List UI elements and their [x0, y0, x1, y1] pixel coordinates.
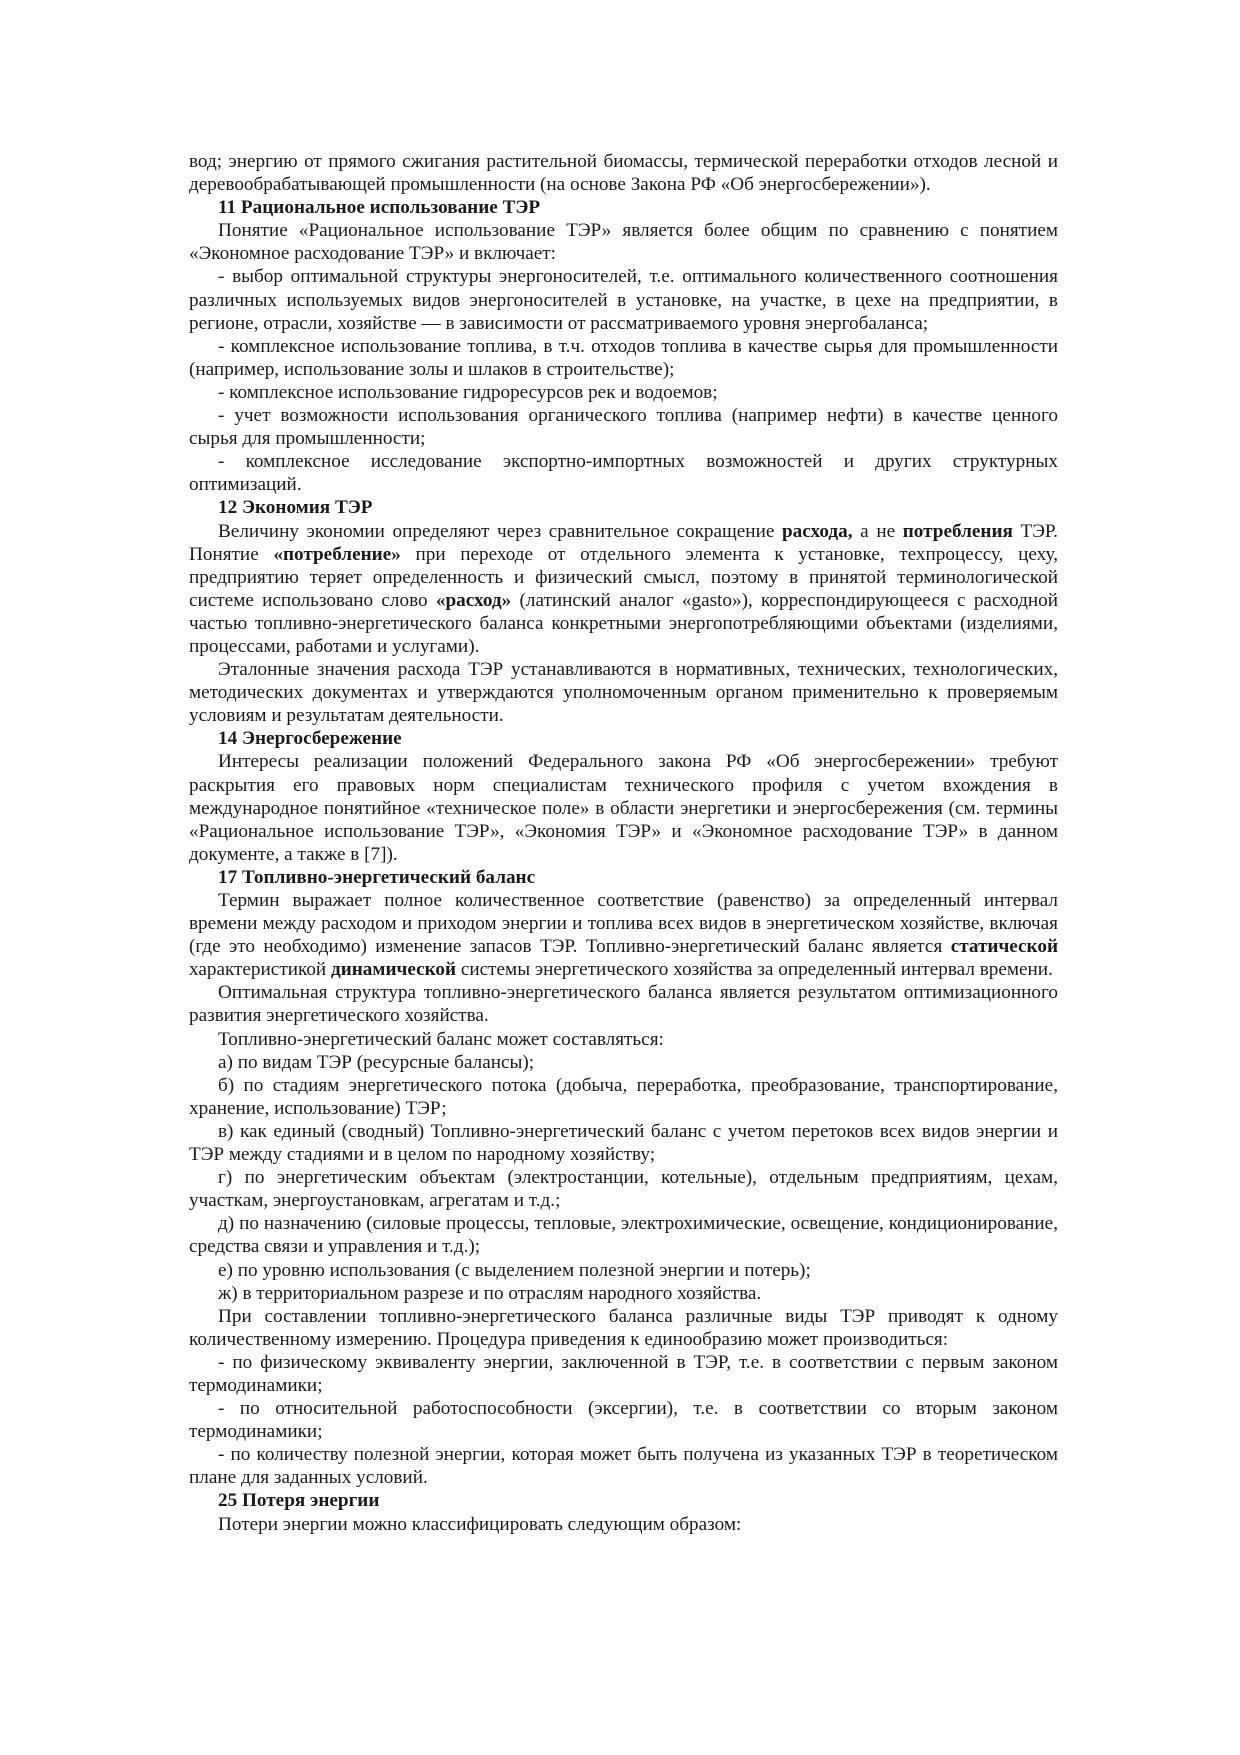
- list-item: ж) в территориальном разрезе и по отраслям народного хозяйства.: [218, 1282, 762, 1304]
- section-heading-14: 14 Энергосбережение: [218, 728, 402, 750]
- list-item: в) как единый (сводный) Топливно-энергетический баланс с учетом перетоков всех видов энергии и ТЭР между стадиями и в целом по народному хозяйству;: [189, 1120, 1058, 1166]
- list-item: - учет возможности использования органического топлива (например нефти) в качестве ценного сырья для промышленности;: [189, 405, 1058, 450]
- paragraph: Топливно-энергетический баланс может составляться:: [218, 1028, 664, 1050]
- text-run: при переходе от отдельного элемента к установке, техпроцессу, цеху, предприятию теряет определенность и физический смысл, поэтому в принятой терминологической системе использовано слово: [189, 543, 1058, 611]
- bold-term: динамической: [330, 959, 457, 981]
- text-run: системы энергетического хозяйства за определенный интервал времени.: [456, 959, 1053, 981]
- bold-term: потребления: [902, 520, 1013, 542]
- list-item: д) по назначению (силовые процессы, тепловые, электрохимические, освещение, кондиционирование, средства связи и управления и т.д.);: [189, 1213, 1058, 1258]
- list-item: - по относительной работоспособности (эксергии), т.е. в соответствии со вторым законом термодинамики;: [189, 1398, 1058, 1443]
- text-run: ТЭР. Понятие: [189, 520, 1058, 565]
- text-run: Термин выражает полное количественное соответствие (равенство) за определенный интервал времени между расходом и приходом энергии и топлива всех видов в энергетическом хозяйстве, включая (где это необходимо) изменение запасов ТЭР. Топливно-энергетический баланс является: [189, 890, 1058, 958]
- text-run: характеристикой: [189, 959, 331, 981]
- paragraph: [189, 520, 1058, 659]
- list-item: - выбор оптимальной структуры энергоносителей, т.е. оптимального количественного соотношения различных используемых видов энергоносителей в установке, на участке, в цехе на предприятии, в регионе, отрасли, хозяйстве — в зависимости от рассматриваемого уровня энергобаланса;: [189, 266, 1058, 334]
- paragraph: Оптимальная структура топливно-энергетического баланса является результатом оптимизационного развития энергетического хозяйства.: [189, 982, 1058, 1027]
- paragraph: При составлении топливно-энергетического баланса различные виды ТЭР приводят к одному количественному измерению. Процедура приведения к единообразию может производиться:: [189, 1305, 1058, 1350]
- list-item: - комплексное использование топлива, в т.ч. отходов топлива в качестве сырья для промышленности (например, использование золы и шлаков в строительстве);: [189, 335, 1058, 380]
- paragraph: Интересы реализации положений Федерального закона РФ «Об энергосбережении» требуют раскрытия его правовых норм специалистам технического профиля с учетом вхождения в международное понятийное «техническое поле» в области энергетики и энергосбережения (см. термины «Рациональное использование ТЭР», «Экономия ТЭР» и «Экономное расходование ТЭР» в данном документе, а также в [7]).: [189, 751, 1058, 865]
- bold-term: «расход»: [435, 589, 512, 611]
- paragraph: Понятие «Рациональное использование ТЭР» является более общим по сравнению с понятием «Экономное расходование ТЭР» и включает:: [189, 220, 1058, 265]
- paragraph: Потери энергии можно классифицировать следующим образом:: [218, 1513, 742, 1535]
- list-item: - комплексное использование гидроресурсов рек и водоемов;: [218, 381, 718, 403]
- bold-term: статической: [950, 936, 1058, 958]
- list-item: - по физическому эквиваленту энергии, заключенной в ТЭР, т.е. в соответствии с первым законом термодинамики;: [189, 1351, 1058, 1396]
- section-heading-25: 25 Потеря энергии: [218, 1490, 380, 1512]
- paragraph: вод; энергию от прямого сжигания растительной биомассы, термической переработки отходов лесной и деревообрабатывающей промышленности (на основе Закона РФ «Об энергосбережении»).: [189, 151, 1058, 196]
- list-item: а) по видам ТЭР (ресурсные балансы);: [218, 1051, 535, 1073]
- list-item: - по количеству полезной энергии, которая может быть получена из указанных ТЭР в теоретическом плане для заданных условий.: [189, 1444, 1058, 1489]
- text-run: а не: [852, 520, 903, 542]
- bold-term: «потребление»: [273, 543, 401, 565]
- section-heading-17: 17 Топливно-энергетический баланс: [218, 866, 536, 888]
- text-run: (латинский аналог «gasto»), корреспондирующееся с расходной частью топливно-энергетического баланса конкретными энергопотребляющими объектами (изделиями, процессами, работами и услугами).: [189, 589, 1058, 657]
- list-item: б) по стадиям энергетического потока (добыча, переработка, преобразование, транспортирование, хранение, использование) ТЭР;: [189, 1074, 1058, 1119]
- list-item: - комплексное исследование экспортно-импортных возможностей и других структурных оптимизаций.: [189, 451, 1058, 496]
- section-heading-11: 11 Рациональное использование ТЭР: [218, 197, 541, 219]
- paragraph: Эталонные значения расхода ТЭР устанавливаются в нормативных, технических, технологических, методических документах и утверждаются уполномоченным органом применительно к проверяемым условиям и результатам деятельности.: [189, 659, 1058, 727]
- list-item: г) по энергетическим объектам (электростанции, котельные), отдельным предприятиям, цехам, участкам, энергоустановкам, агрегатам и т.д.;: [189, 1167, 1058, 1212]
- paragraph: [189, 889, 1058, 981]
- bold-term: расхода,: [782, 520, 853, 542]
- text-run: Величину экономии определяют через сравнительное сокращение: [218, 520, 782, 542]
- section-heading-12: 12 Экономия ТЭР: [218, 497, 373, 519]
- list-item: е) по уровню использования (с выделением полезной энергии и потерь);: [218, 1259, 811, 1281]
